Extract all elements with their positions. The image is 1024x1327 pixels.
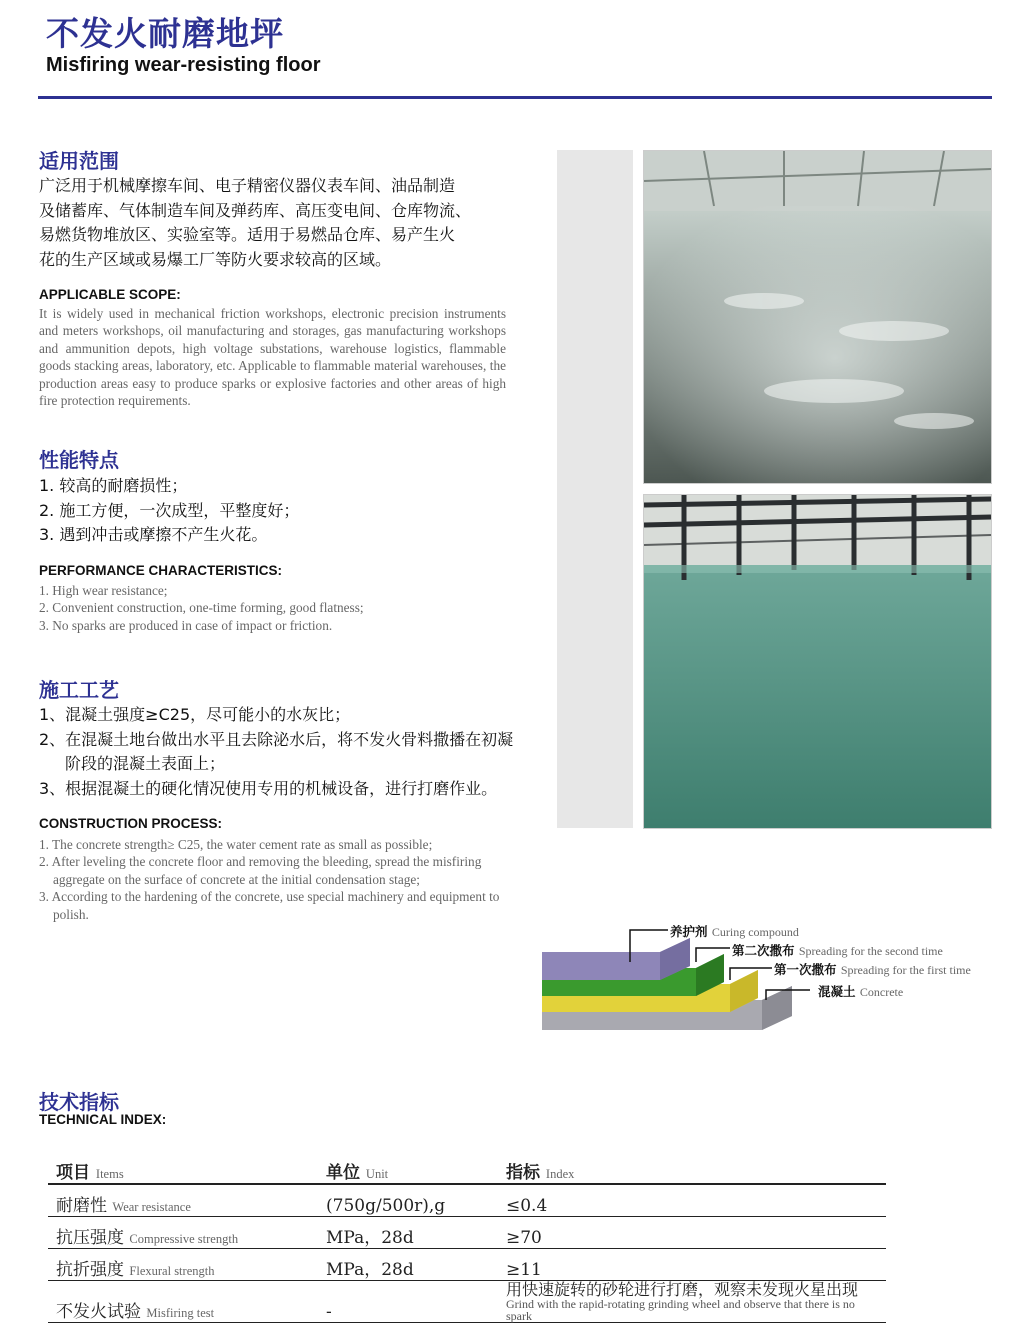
performance-item-cn: 3. 遇到冲击或摩擦不产生火花。 [39,525,268,544]
table-row [48,1249,886,1281]
page-title-en: Misfiring wear-resisting floor [46,54,321,76]
process-item-en: 3. According to the hardening of the concrete, use special machinery and equipment to polish. [39,889,500,922]
misfiring-index-en: Grind with the rapid-rotating grinding wheel and observe that there is no spark [506,1297,855,1323]
legend-curing: 养护剂 Curing compound [670,924,799,939]
table-header-cell: 项目 Items [48,1152,318,1184]
table-header-cell: 指标 Index [498,1152,886,1184]
performance-heading-en: PERFORMANCE CHARACTERISTICS: [39,563,282,578]
table-row [48,1217,886,1249]
performance-item-cn: 1. 较高的耐磨损性； [39,476,188,495]
performance-item-en: 2. Convenient construction, one-time forming, good flatness; [39,600,364,616]
tech-index-table [48,1152,886,1323]
table-cell-item: 抗折强度 Flexural strength [48,1249,318,1281]
table-cell-item: 耐磨性 Wear resistance [56,1196,191,1216]
scope-text-en: It is widely used in mechanical friction workshops, electronic precision instruments and meters workshops, oil manufacturing and storages, gas manufacturing workshops and ammunition depots, high voltage substations, warehouse logistics, flammable goods stacking areas, laboratory, etc. Applicable to flammable material warehouses, the production areas easy to produce sparks or explosive factories and other areas of high fire protection requirements. [39,306,506,409]
table-cell-index: ≥70 [498,1217,886,1249]
process-list-cn [39,703,519,801]
table-cell-index: ≥11 [498,1249,886,1281]
scope-line: 及储蓄库、气体制造车间及弹药库、高压变电间、仓库物流、 [39,200,472,220]
table-header-row [48,1152,886,1184]
table-row [48,1184,886,1217]
scope-heading-cn: 适用范围 [39,149,119,173]
process-item-cn: 1、混凝土强度≥C25，尽可能小的水灰比； [39,705,351,724]
table-cell-unit: MPa，28d [318,1249,498,1281]
performance-list-cn [39,474,509,548]
performance-item-en: 3. No sparks are produced in case of impact or friction. [39,617,333,633]
table-cell-index: ≤0.4 [506,1196,548,1216]
tech-heading-cn: 技术指标 [39,1090,119,1114]
table-cell-index [498,1281,886,1323]
table-header-cell: 单位 Unit [318,1152,498,1184]
scope-line: 易燃货物堆放区、实验室等。适用于易燃品仓库、易产生火 [39,225,456,244]
page-title-cn: 不发火耐磨地坪 [46,14,284,53]
misfiring-index-cn: 用快速旋转的砂轮进行打磨，观察未发现火星出现 [506,1280,859,1299]
scope-line: 花的生产区域或易爆工厂等防火要求较高的区域。 [39,249,392,269]
green-floor-photo [643,494,992,829]
title-divider [38,96,992,99]
scope-text-cn [39,174,509,272]
scope-heading-en: APPLICABLE SCOPE: [39,287,181,302]
scope-line: 广泛用于机械摩擦车间、电子精密仪器仪表车间、油品制造 [39,176,456,195]
table-cell-item: 不发火试验 Misfiring test [48,1281,318,1323]
table-cell-unit: MPa，28d [318,1217,498,1249]
process-item-en: 1. The concrete strength≥ C25, the water cement rate as small as possible; [39,837,433,852]
process-item-cn: 3、根据混凝土的硬化情况使用专用的机械设备，进行打磨作业。 [39,778,498,798]
polished-floor-photo [643,150,992,484]
table-row [48,1281,886,1323]
process-heading-en: CONSTRUCTION PROCESS: [39,816,223,831]
tech-heading-en: TECHNICAL INDEX: [39,1112,167,1127]
process-item-en: 2. After leveling the concrete floor and removing the bleeding, spread the misfiring aggregate on the surface of concrete at the initial condensation stage; [39,854,482,887]
legend-first-spread: 第一次撒布 Spreading for the first time [774,962,971,977]
performance-heading-cn: 性能特点 [39,448,119,472]
table-cell-unit: (750g/500r),g [326,1196,446,1216]
table-cell-item: 抗压强度 Compressive strength [48,1217,318,1249]
legend-concrete: 混凝土 Concrete [818,984,904,999]
table-cell-unit: - [318,1281,498,1323]
performance-list-en [39,582,506,634]
process-heading-cn: 施工工艺 [39,678,119,702]
legend-second-spread: 第二次撒布 Spreading for the second time [732,943,943,958]
photo-side-panel [557,150,633,828]
performance-item-en: 1. High wear resistance; [39,583,168,598]
process-list-en [39,836,506,923]
process-item-cn: 2、在混凝土地台做出水平且去除泌水后，将不发火骨料撒播在初凝阶段的混凝土表面上； [39,729,514,773]
performance-item-cn: 2. 施工方便，一次成型，平整度好； [39,500,300,520]
